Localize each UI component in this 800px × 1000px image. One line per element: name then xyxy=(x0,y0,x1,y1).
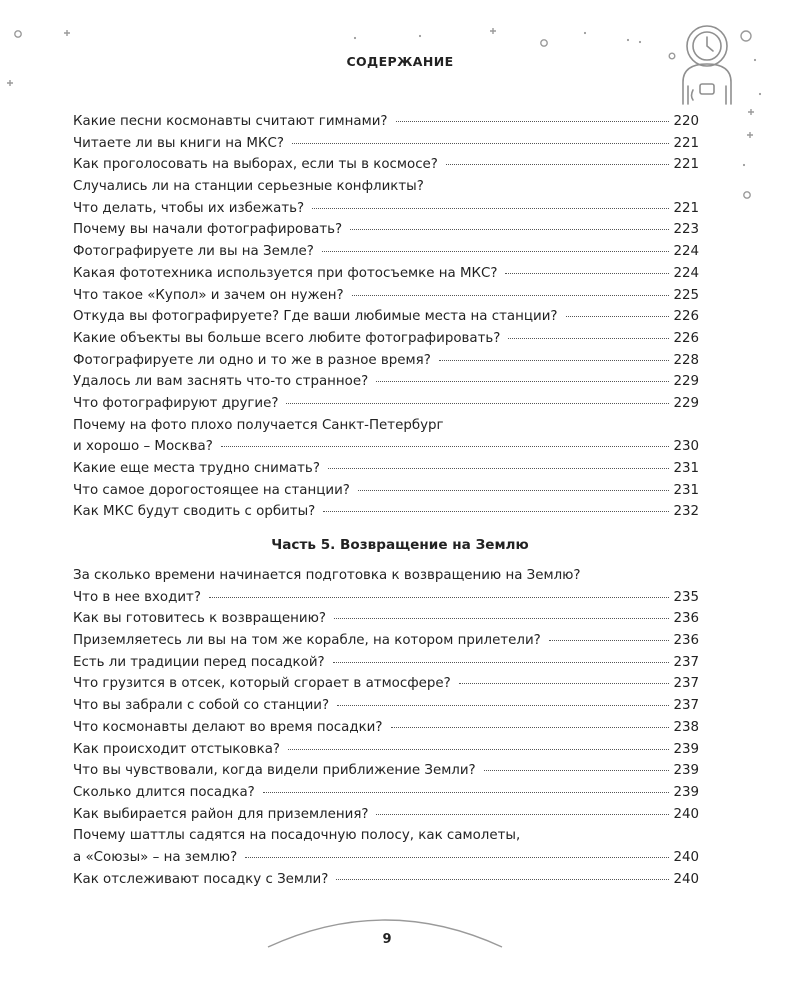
dot-leader xyxy=(209,597,669,598)
toc-entry xyxy=(73,804,699,826)
toc-entry xyxy=(73,717,699,739)
dot-leader xyxy=(505,273,669,274)
toc-entry-page-number: 237 xyxy=(673,654,699,670)
toc-entry xyxy=(73,415,699,458)
toc-entry-title: Какие объекты вы больше всего любите фотографировать? xyxy=(73,330,501,346)
toc-entry-title: Какие еще места трудно снимать? xyxy=(73,461,320,476)
toc-entry-title: Что фотографируют другие? xyxy=(73,395,279,411)
toc-entry-title: Как выбирается район для приземления? xyxy=(73,806,369,822)
toc-list-part-4 xyxy=(73,111,699,523)
toc-entry-title: Что грузится в отсек, который сгорает в атмосфере? xyxy=(73,676,451,692)
dot-leader xyxy=(508,338,669,339)
toc-entry-page-number: 224 xyxy=(673,265,699,281)
toc-entry xyxy=(73,695,699,717)
toc-entry xyxy=(73,393,699,415)
dot-leader xyxy=(439,360,669,361)
dot-leader xyxy=(376,814,669,815)
toc-entry xyxy=(73,263,699,285)
toc-entry xyxy=(73,825,699,868)
toc-entry-page-number: 237 xyxy=(673,676,699,692)
dot-leader xyxy=(312,208,669,209)
toc-entry-title: Какие песни космонавты считают гимнами? xyxy=(73,114,388,129)
toc-list-part-5 xyxy=(73,565,699,890)
toc-entry-title: Что вы забрали с собой со станции? xyxy=(73,698,330,714)
toc-entry-page-number: 229 xyxy=(673,395,699,411)
toc-entry xyxy=(73,306,699,328)
toc-entry xyxy=(73,869,699,891)
toc-entry-title: Как проголосовать на выборах, если ты в космосе? xyxy=(73,157,438,173)
section-heading: Часть 5. Возвращение на Землю xyxy=(271,537,529,553)
dot-leader xyxy=(288,749,669,750)
page-title: СОДЕРЖАНИЕ xyxy=(346,54,454,69)
dot-leader xyxy=(292,143,669,144)
toc-entry-page-number: 240 xyxy=(673,849,699,865)
dot-leader xyxy=(263,792,669,793)
toc-entry xyxy=(73,111,699,133)
toc-entry-title: Фотографируете ли одно и то же в разное время? xyxy=(73,352,431,368)
dot-leader xyxy=(333,662,669,663)
dot-leader xyxy=(446,164,669,165)
toc-entry-page-number: 224 xyxy=(673,244,699,260)
toc-entry-page-number: 228 xyxy=(673,352,699,368)
toc-entry xyxy=(73,608,699,630)
toc-entry-title: Что делать, чтобы их избежать? xyxy=(73,200,305,216)
toc-entry-page-number: 239 xyxy=(673,763,699,779)
toc-entry-title: Что такое «Купол» и зачем он нужен? xyxy=(73,287,344,303)
toc-entry xyxy=(73,652,699,674)
toc-entry xyxy=(73,480,699,502)
toc-entry xyxy=(73,176,699,219)
toc-entry-title: Как МКС будут сводить с орбиты? xyxy=(73,504,316,520)
toc-entry-title-line: За сколько времени начинается подготовка к возвращению на Землю? xyxy=(73,568,581,583)
toc-entry-title: Откуда вы фотографируете? Где ваши любимые места на станции? xyxy=(73,309,558,325)
toc-entry xyxy=(73,673,699,695)
toc-entry-page-number: 236 xyxy=(673,633,699,649)
toc-entry-page-number: 238 xyxy=(673,719,699,735)
toc-entry-page-number: 226 xyxy=(673,309,699,325)
toc-entry-title: а «Союзы» – на землю? xyxy=(73,849,238,865)
toc-entry-page-number: 231 xyxy=(673,482,699,498)
toc-entry xyxy=(73,501,699,523)
toc-entry-title-line: Почему шаттлы садятся на посадочную полосу, как самолеты, xyxy=(73,828,521,844)
toc-entry-title: Что самое дорогостоящее на станции? xyxy=(73,482,350,498)
toc-entry-page-number: 230 xyxy=(673,439,699,455)
toc-entry-title: Что в нее входит? xyxy=(73,589,201,605)
toc-entry-title: Приземляетесь ли вы на том же корабле, на котором прилетели? xyxy=(73,633,541,649)
toc-entry-page-number: 221 xyxy=(673,200,699,216)
toc-entry-page-number: 226 xyxy=(673,330,699,346)
dot-leader xyxy=(396,121,669,122)
toc-entry-page-number: 225 xyxy=(673,287,699,303)
toc-entry-title-line: Почему на фото плохо получается Санкт-Петербург xyxy=(73,417,444,433)
toc-entry xyxy=(73,285,699,307)
toc-entry-page-number: 235 xyxy=(673,589,699,605)
toc-entry-page-number: 239 xyxy=(673,741,699,757)
toc-entry-title: и хорошо – Москва? xyxy=(73,439,213,455)
dot-leader xyxy=(391,727,670,728)
toc-entry-title: Что вы чувствовали, когда видели приближение Земли? xyxy=(73,763,476,779)
dot-leader xyxy=(549,640,669,641)
toc-entry-title: Почему вы начали фотографировать? xyxy=(73,222,343,238)
dot-leader xyxy=(286,403,669,404)
dot-leader xyxy=(323,511,669,512)
toc-entry xyxy=(73,350,699,372)
dot-leader xyxy=(350,229,669,230)
dot-leader xyxy=(484,770,669,771)
toc-entry-page-number: 229 xyxy=(673,374,699,390)
toc-entry xyxy=(73,219,699,241)
toc-entry-page-number: 221 xyxy=(673,157,699,173)
toc-entry xyxy=(73,328,699,350)
dot-leader xyxy=(566,316,669,317)
toc-entry xyxy=(73,630,699,652)
toc-entry xyxy=(73,133,699,155)
toc-entry xyxy=(73,739,699,761)
toc-entry-title: Как вы готовитесь к возвращению? xyxy=(73,611,326,627)
toc-entry-page-number: 231 xyxy=(673,461,699,476)
toc-entry xyxy=(73,154,699,176)
toc-entry-title: Фотографируете ли вы на Земле? xyxy=(73,244,314,260)
dot-leader xyxy=(328,468,669,469)
toc-entry xyxy=(73,241,699,263)
toc-entry-title: Что космонавты делают во время посадки? xyxy=(73,719,383,735)
toc-entry-title: Как происходит отстыковка? xyxy=(73,741,281,757)
toc-entry-page-number: 221 xyxy=(673,135,699,151)
dot-leader xyxy=(352,295,669,296)
toc-entry-page-number: 239 xyxy=(673,784,699,800)
page-number: 9 xyxy=(382,932,392,947)
toc-entry-page-number: 232 xyxy=(673,504,699,520)
toc-entry-title: Сколько длится посадка? xyxy=(73,784,255,800)
toc-entry xyxy=(73,371,699,393)
toc-entry xyxy=(73,565,699,608)
toc-entry-page-number: 220 xyxy=(673,114,699,129)
toc-entry-page-number: 240 xyxy=(673,871,699,887)
toc-entry xyxy=(73,458,699,480)
toc-entry xyxy=(73,760,699,782)
dot-leader xyxy=(221,446,669,447)
dot-leader xyxy=(322,251,669,252)
toc-entry-title: Есть ли традиции перед посадкой? xyxy=(73,654,325,670)
dot-leader xyxy=(336,879,669,880)
toc-entry-title: Читаете ли вы книги на МКС? xyxy=(73,135,284,151)
dot-leader xyxy=(337,705,669,706)
toc-entry-title: Какая фототехника используется при фотосъемке на МКС? xyxy=(73,265,498,281)
dot-leader xyxy=(376,381,669,382)
dot-leader xyxy=(245,857,669,858)
dot-leader xyxy=(358,490,669,491)
toc-entry-title: Как отслеживают посадку с Земли? xyxy=(73,871,329,887)
dot-leader xyxy=(334,618,669,619)
toc-entry-page-number: 240 xyxy=(673,806,699,822)
toc-entry-title-line: Случались ли на станции серьезные конфликты? xyxy=(73,179,424,195)
toc-entry-page-number: 236 xyxy=(673,611,699,627)
toc-entry xyxy=(73,782,699,804)
toc-entry-page-number: 223 xyxy=(673,222,699,238)
dot-leader xyxy=(459,683,669,684)
toc-entry-title: Удалось ли вам заснять что-то странное? xyxy=(73,374,369,390)
toc-entry-page-number: 237 xyxy=(673,698,699,714)
